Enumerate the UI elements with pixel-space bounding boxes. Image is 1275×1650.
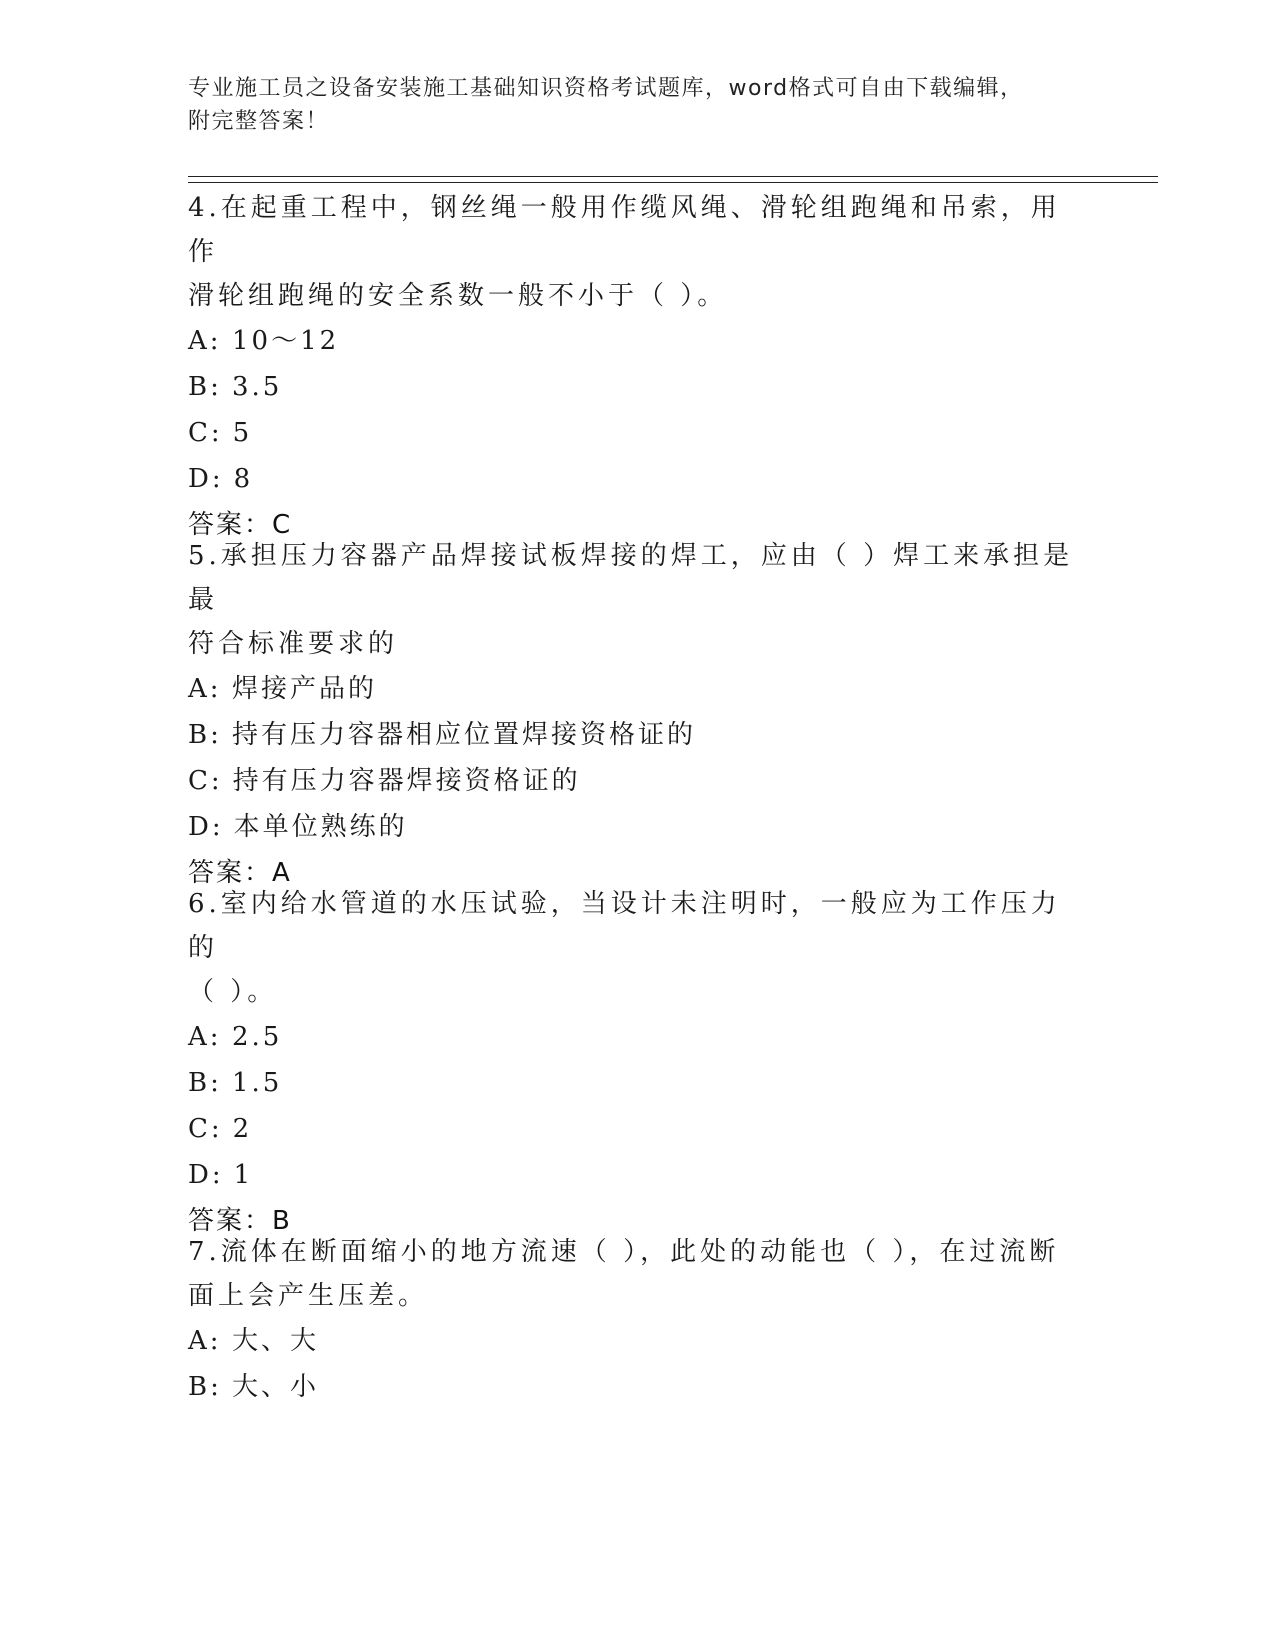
- option-key: B:: [188, 372, 222, 402]
- option-b: [188, 1060, 1088, 1106]
- option-a: [188, 666, 1088, 712]
- answer-label: 答案：: [188, 1206, 273, 1236]
- option-key: B:: [188, 1068, 222, 1098]
- option-key: D:: [188, 464, 224, 494]
- option-text: 8: [233, 464, 254, 494]
- answer-value: C: [272, 510, 293, 540]
- option-text: 持有压力容器焊接资格证的: [232, 766, 581, 796]
- header-divider-top: [188, 176, 1158, 177]
- option-text: 大、小: [232, 1372, 320, 1402]
- option-c: [188, 1106, 1088, 1152]
- option-d: [188, 804, 1088, 850]
- option-text: 10～12: [232, 326, 340, 356]
- option-key: B:: [188, 720, 222, 750]
- question-stem-line-1: 7.流体在断面缩小的地方流速（ ），此处的动能也（ ），在过流断: [188, 1237, 1060, 1267]
- option-text: 本单位熟练的: [233, 812, 408, 842]
- option-text: 1.5: [232, 1068, 283, 1098]
- option-key: D:: [188, 812, 224, 842]
- option-a: [188, 1014, 1088, 1060]
- option-key: A:: [188, 1326, 222, 1356]
- option-key: B:: [188, 1372, 222, 1402]
- question-7: [188, 1230, 1088, 1410]
- answer-label: 答案：: [188, 858, 273, 888]
- question-stem: [188, 534, 1088, 666]
- option-text: 1: [233, 1160, 254, 1190]
- question-stem-line-1: 5.承担压力容器产品焊接试板焊接的焊工，应由（ ）焊工来承担是最: [188, 541, 1074, 615]
- option-text: 5: [232, 418, 253, 448]
- question-6: [188, 882, 1088, 1244]
- question-5: [188, 534, 1088, 896]
- question-stem: [188, 1230, 1088, 1318]
- option-text: 焊接产品的: [232, 674, 378, 704]
- option-text: 大、大: [232, 1326, 320, 1356]
- option-key: A:: [188, 1022, 222, 1052]
- question-stem: [188, 186, 1088, 318]
- header-line-1: 专业施工员之设备安装施工基础知识资格考试题库，word格式可自由下载编辑，: [188, 76, 1024, 101]
- question-stem-line-1: 6.室内给水管道的水压试验，当设计未注明时，一般应为工作压力的: [188, 889, 1061, 963]
- option-c: [188, 410, 1088, 456]
- option-d: [188, 1152, 1088, 1198]
- option-d: [188, 456, 1088, 502]
- question-stem-line-1: 4.在起重工程中，钢丝绳一般用作缆风绳、滑轮组跑绳和吊索，用作: [188, 193, 1061, 267]
- header-line-2: 附完整答案！: [188, 109, 330, 134]
- answer-label: 答案：: [188, 510, 273, 540]
- question-stem: [188, 882, 1088, 1014]
- option-a: [188, 318, 1088, 364]
- document-header: [188, 72, 1088, 138]
- option-text: 2: [232, 1114, 253, 1144]
- question-stem-line-2: （ ）。: [188, 977, 278, 1007]
- question-stem-line-2: 面上会产生压差。: [188, 1281, 429, 1311]
- question-stem-line-2: 滑轮组跑绳的安全系数一般不小于（ ）。: [188, 281, 728, 311]
- option-key: C:: [188, 766, 223, 796]
- option-text: 持有压力容器相应位置焊接资格证的: [232, 720, 697, 750]
- question-stem-line-2: 符合标准要求的: [188, 629, 399, 659]
- option-key: C:: [188, 1114, 223, 1144]
- option-key: C:: [188, 418, 223, 448]
- answer-value: B: [272, 1206, 292, 1236]
- option-text: 3.5: [232, 372, 283, 402]
- answer-value: A: [272, 858, 292, 888]
- option-text: 2.5: [232, 1022, 283, 1052]
- option-b: [188, 1364, 1088, 1410]
- option-key: D:: [188, 1160, 224, 1190]
- option-key: A:: [188, 326, 222, 356]
- option-key: A:: [188, 674, 222, 704]
- header-divider-bottom: [188, 182, 1158, 183]
- option-b: [188, 364, 1088, 410]
- question-4: [188, 186, 1088, 548]
- option-c: [188, 758, 1088, 804]
- option-b: [188, 712, 1088, 758]
- option-a: [188, 1318, 1088, 1364]
